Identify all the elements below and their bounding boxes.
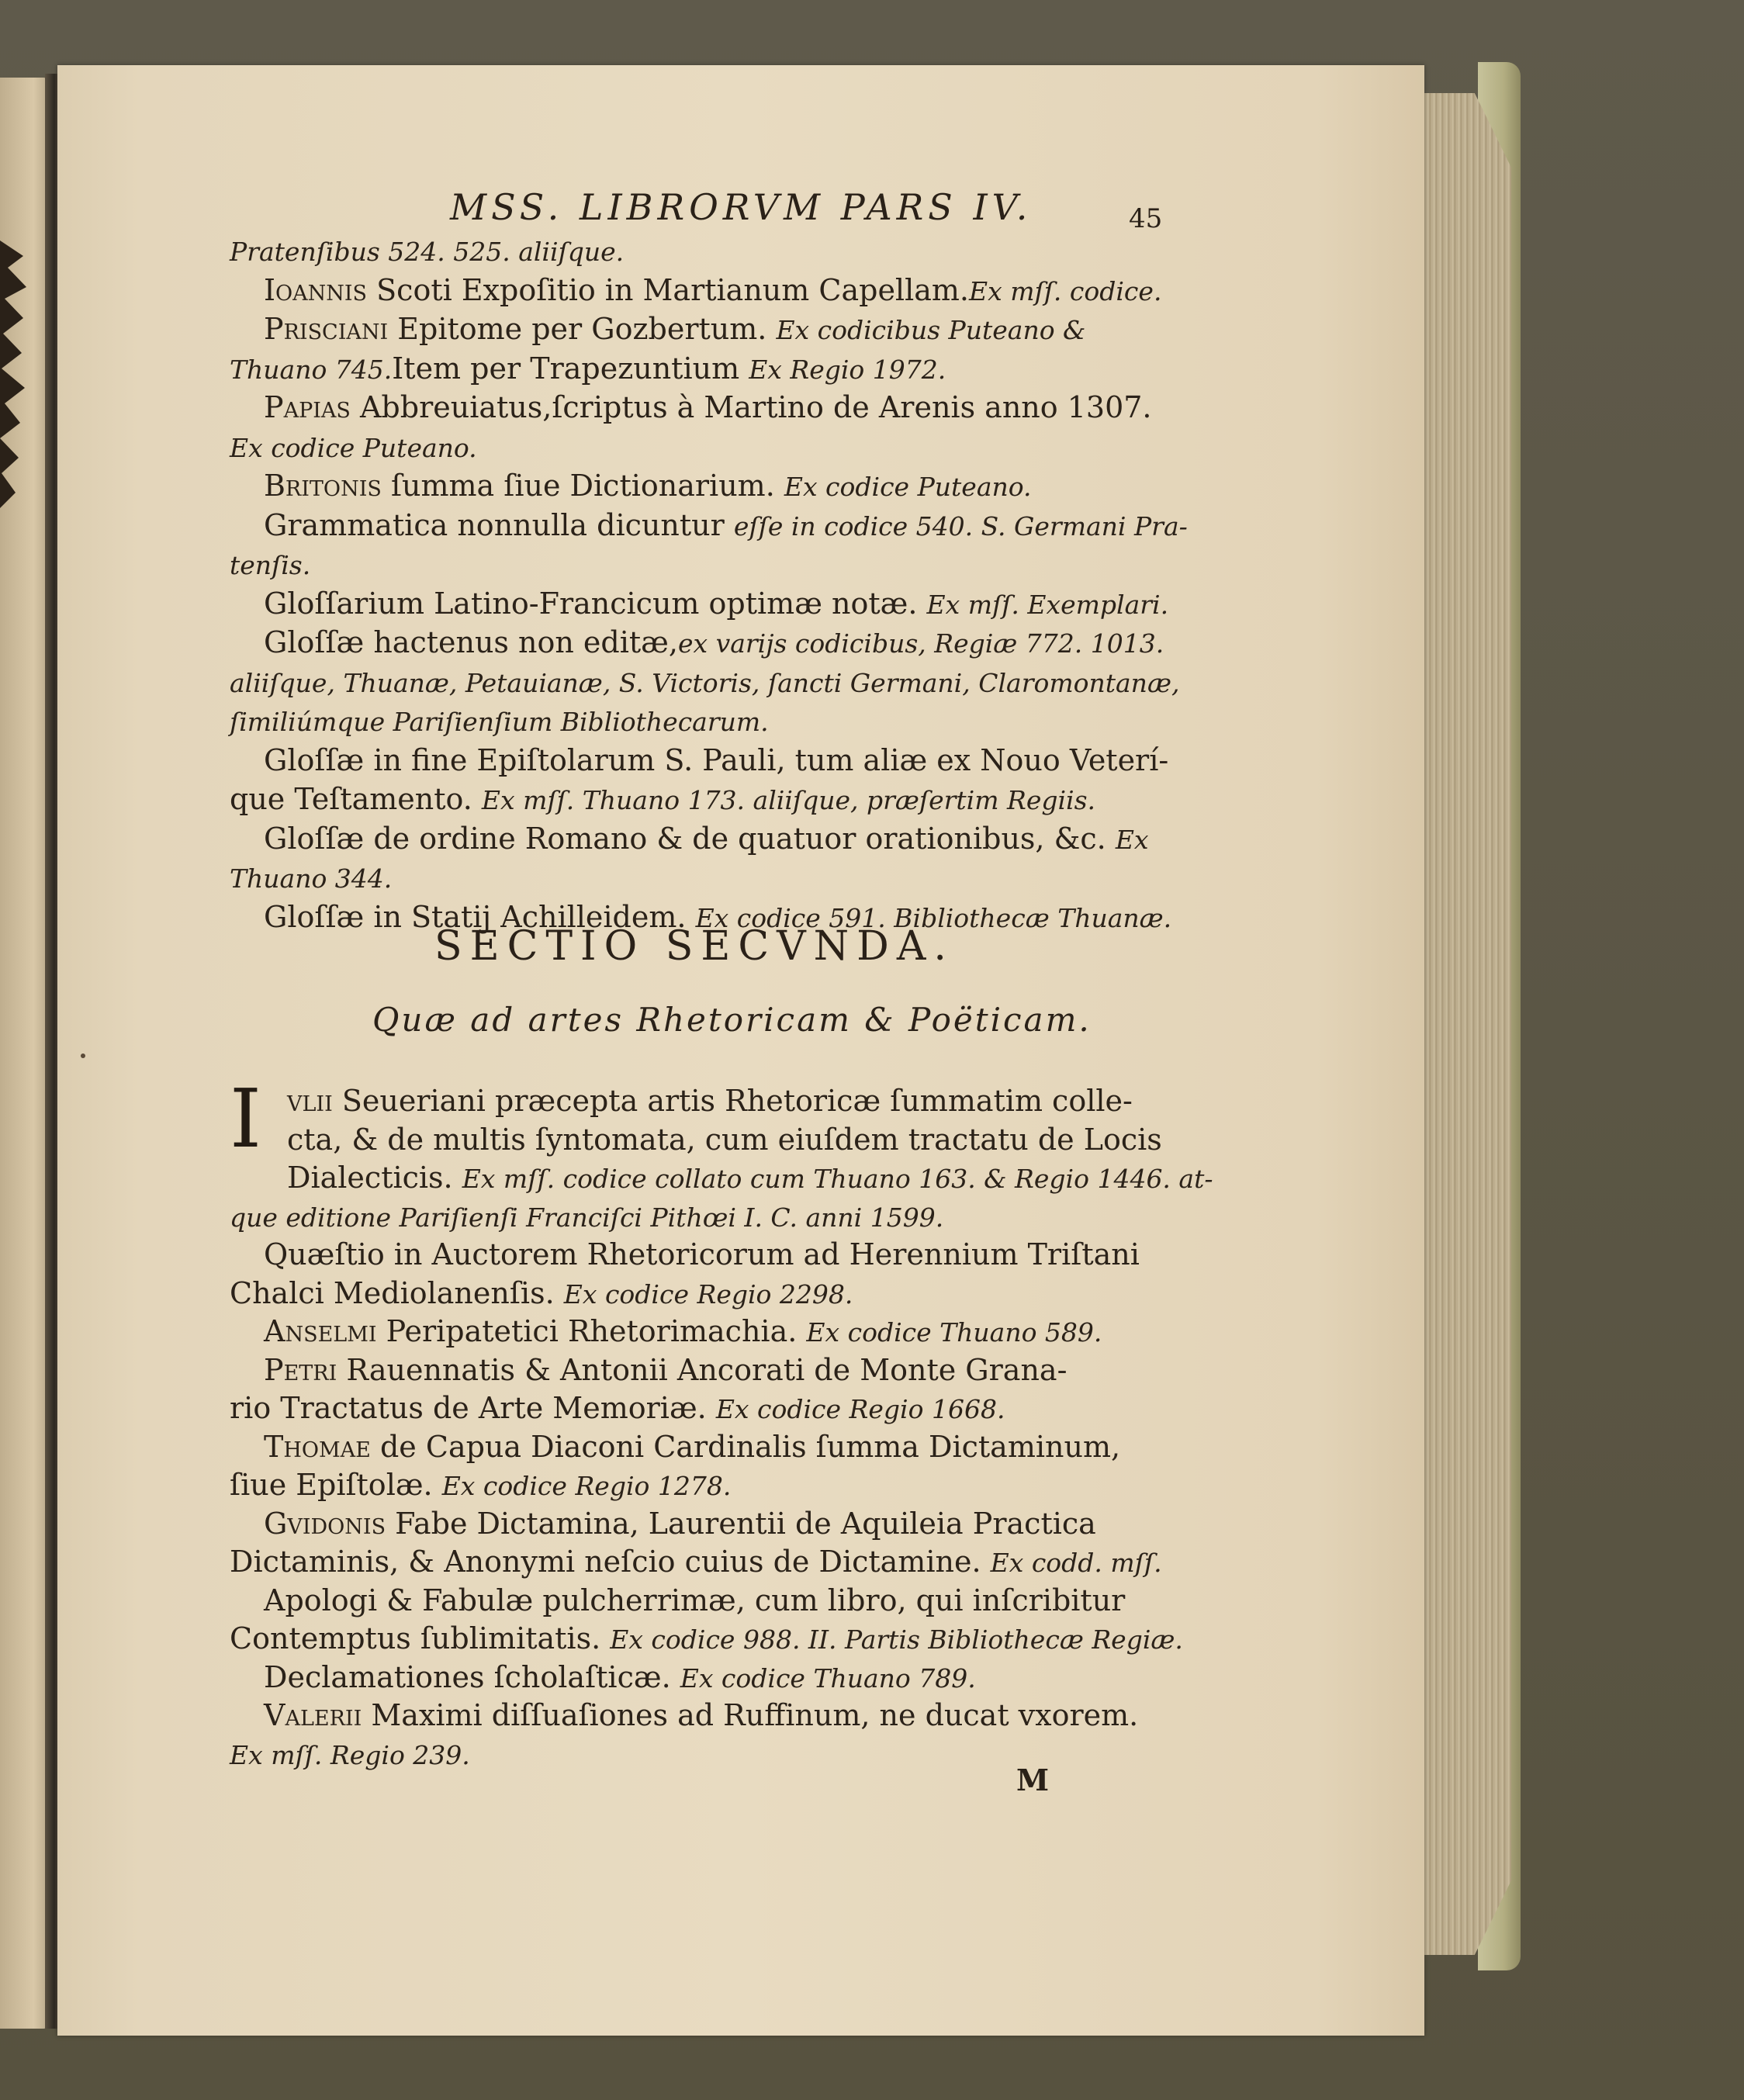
text-line [230, 546, 1168, 583]
entry-text: Gloſſæ in fine Epiſtolarum S. Pauli, tum aliæ ex Nouo Veterí- [264, 742, 1169, 777]
page-fore-edge [1420, 93, 1511, 1955]
source-citation: Ex Regio 1972. [749, 354, 946, 385]
source-citation: Ex codice Thuano 589. [806, 1317, 1102, 1348]
text-line [264, 1506, 1202, 1541]
text-line [230, 860, 1168, 897]
entry-text: Chalci Mediolanenſis. [230, 1275, 564, 1310]
entry-text: Declamationes ſcholaſticæ. [264, 1659, 680, 1694]
source-citation: Ex codice Puteano. [784, 472, 1032, 502]
text-line [230, 703, 1168, 740]
section-heading: SECTIO SECVNDA. [434, 923, 954, 970]
entry-text: Epitome per Gozbertum. [388, 312, 777, 346]
woodcut-ornament [0, 225, 31, 520]
source-citation: Ex codice 988. II. Partis Bibliothecæ Regiæ. [610, 1624, 1183, 1655]
text-line [287, 1122, 1226, 1157]
source-citation: Thuano 344. [230, 863, 393, 894]
text-line [264, 468, 1202, 505]
source-citation: eſſe in codice 540. S. Germani Pra- [733, 510, 1188, 541]
text-line [264, 272, 1202, 310]
entry-text: Contemptus ſublimitatis. [230, 1621, 611, 1655]
page-number: 45 [1129, 203, 1163, 234]
text-line [264, 1352, 1202, 1388]
text-line [287, 1083, 1226, 1119]
text-line [230, 781, 1168, 818]
entry-text: Maximi diſſuaſiones ad Ruffinum, ne ducat vxorem. [362, 1698, 1139, 1732]
entry-author: Ioannis [264, 272, 368, 307]
source-citation: Ex codice Thuano 789. [680, 1662, 976, 1693]
ink-speck [81, 1053, 85, 1058]
source-citation: Ex codd. mſſ. [990, 1548, 1162, 1578]
entry-text: Dictaminis, & Anonymi neſcio cuius de Dictamine. [230, 1545, 991, 1579]
text-line [264, 742, 1202, 778]
entry-text: Peripatetici Rhetorimachia. [376, 1314, 807, 1348]
entry-author: Anselmi [264, 1314, 377, 1348]
entry-author: Gvidonis [264, 1506, 386, 1541]
text-line [264, 507, 1202, 545]
entry-text: Grammatica nonnulla dicuntur [264, 507, 734, 542]
entry-text: Rauennatis & Antonii Ancorati de Monte Grana- [337, 1352, 1068, 1387]
entry-text: que Teſtamento. [230, 782, 482, 816]
source-citation: Ex codice Regio 1668. [715, 1394, 1005, 1424]
text-line [230, 1544, 1168, 1581]
entry-text: Seueriani præcepta artis Rhetoricæ ſummatim colle- [332, 1084, 1133, 1118]
entry-text: ſumma ſiue Dictionarium. [381, 469, 784, 503]
entry-text: cta, & de multis ſyntomata, cum eiuſdem tractatu de Locis [287, 1122, 1162, 1157]
text-line [264, 311, 1202, 348]
text-line [264, 821, 1202, 858]
entry-text: Abbreuiatus,ſcriptus à Martino de Arenis anno 1307. [350, 390, 1152, 424]
source-citation: Ex mſſ. Exemplari. [926, 589, 1169, 620]
text-line [230, 233, 1168, 270]
source-citation: que editione Pariſienſi Franciſci Pithœi I. C. anni 1599. [230, 1202, 944, 1233]
text-line [230, 1275, 1168, 1313]
entry-author: Prisciani [264, 312, 389, 346]
entry-text: Fabe Dictamina, Laurentii de Aquileia Practica [386, 1506, 1096, 1541]
source-citation: Pratenſibus 524. 525. aliiſque. [230, 237, 625, 267]
source-citation: Thuano 745. [230, 354, 393, 385]
entry-text: ſiue Epiſtolæ. [230, 1468, 442, 1502]
entry-text: Apologi & Fabulæ pulcherrimæ, cum libro, qui inſcribitur [264, 1583, 1126, 1617]
entry-author: Thomae [264, 1429, 371, 1464]
entry-text: Gloſſæ in Statij Achilleidem. [264, 899, 696, 934]
entry-author: vlii [287, 1084, 333, 1118]
text-line [230, 1467, 1168, 1504]
entry-text: Dialecticis. [287, 1161, 462, 1195]
source-citation: Ex mſſ. Regio 239. [230, 1739, 470, 1770]
entry-text: Gloſſarium Latino-Francicum optimæ notæ. [264, 586, 927, 621]
section-subheading: Quæ ad artes Rhetoricam & Poëticam. [372, 1001, 1092, 1039]
source-citation: Ex mſſ. Thuano 173. aliiſque, præſertim Regiis. [481, 785, 1096, 815]
entry-author: Britonis [264, 469, 382, 503]
source-citation: Ex [1115, 824, 1149, 855]
source-citation: ſimiliúmque Pariſienſium Bibliothecarum. [230, 707, 769, 737]
source-citation: tenſis. [230, 550, 311, 580]
text-line [230, 1199, 1168, 1236]
entry-text: rio Tractatus de Arte Memoriæ. [230, 1391, 716, 1425]
text-line [230, 1390, 1168, 1427]
drop-capital: I [230, 1071, 262, 1166]
entry-text: Gloſſæ hactenus non editæ, [264, 625, 678, 659]
text-line [287, 1160, 1226, 1197]
entry-text: Gloſſæ de ordine Romano & de quatuor orationibus, &c. [264, 821, 1116, 856]
entry-text: de Capua Diaconi Cardinalis ſumma Dictaminum, [370, 1429, 1121, 1464]
source-citation: Ex codice Regio 1278. [441, 1471, 732, 1501]
text-line [264, 1659, 1202, 1697]
source-citation: Ex codice 591. Bibliothecæ Thuanæ. [695, 902, 1172, 933]
running-header: MSS. LIBRORVM PARS IV. [450, 186, 1033, 228]
entry-author: Papias [264, 390, 351, 424]
entry-text: Item per Trapezuntium [392, 351, 749, 386]
text-line [264, 1697, 1202, 1733]
entry-text: Quæſtio in Auctorem Rhetoricorum ad Herennium Triſtani [264, 1237, 1140, 1271]
source-citation: Ex mſſ. codice collato cum Thuano 163. & Regio 1446. at- [462, 1164, 1213, 1194]
text-line [230, 429, 1168, 466]
entry-author: Petri [264, 1352, 337, 1387]
text-line [264, 1237, 1202, 1272]
text-line [264, 586, 1202, 623]
entry-text: Scoti Expoſitio in Martianum Capellam. [367, 272, 970, 307]
source-citation: Ex codicibus Puteano & [776, 315, 1086, 345]
source-citation: Ex codice Regio 2298. [563, 1278, 853, 1309]
signature-mark: M [1016, 1763, 1050, 1797]
source-citation: Ex mſſ. codice. [969, 275, 1162, 306]
source-citation: ex varijs codicibus, Regiæ 772. 1013. [677, 628, 1164, 659]
entry-author: Valerii [264, 1698, 362, 1732]
text-line [264, 1313, 1202, 1351]
text-line [264, 1583, 1202, 1618]
text-line [264, 389, 1202, 425]
text-line [264, 624, 1202, 662]
text-line [264, 1429, 1202, 1465]
text-line [230, 664, 1180, 701]
text-line [230, 351, 1168, 388]
source-citation: Ex codice Puteano. [230, 432, 477, 463]
source-citation: aliiſque, Thuanæ, Petauianæ, S. Victoris, ſancti Germani, Claromontanæ, [230, 667, 1180, 698]
text-line [230, 1621, 1183, 1658]
